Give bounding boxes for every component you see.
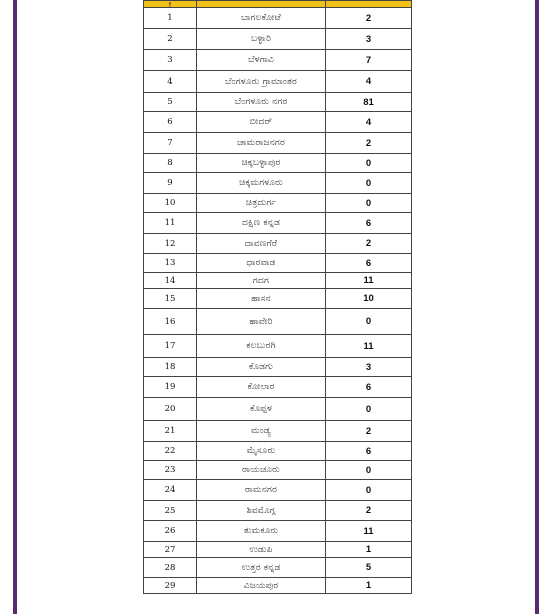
row-serial: 14: [144, 273, 197, 289]
row-district: ಬೆಳಗಾವಿ: [197, 50, 326, 71]
row-count: 3: [326, 358, 412, 377]
table-row: [144, 194, 412, 213]
row-serial: 28: [144, 558, 197, 578]
row-serial: 24: [144, 480, 197, 501]
row-district: ದಾವಣಗೆರೆ: [197, 234, 326, 254]
table-row: [144, 501, 412, 521]
row-serial: 3: [144, 50, 197, 71]
row-district: ರಾಮನಗರ: [197, 480, 326, 501]
row-district: ಬಾಗಲಕೋಟೆ: [197, 8, 326, 29]
row-count: 0: [326, 309, 412, 335]
row-serial: 7: [144, 133, 197, 154]
row-district: ಉತ್ತರ ಕನ್ನಡ: [197, 558, 326, 578]
row-serial: 22: [144, 442, 197, 461]
table-row: [144, 442, 412, 461]
row-district: ದಕ್ಷಿಣ ಕನ್ನಡ: [197, 213, 326, 234]
row-serial: 8: [144, 154, 197, 173]
row-count: 6: [326, 442, 412, 461]
row-count: 0: [326, 173, 412, 194]
row-district: ತುಮಕೂರು: [197, 521, 326, 542]
row-serial: 11: [144, 213, 197, 234]
row-serial: 27: [144, 542, 197, 558]
table-row: [144, 398, 412, 421]
row-district: ಚಿಕ್ಕಮಗಳೂರು: [197, 173, 326, 194]
table-row: [144, 112, 412, 133]
row-district: ಬಳ್ಳಾರಿ: [197, 29, 326, 50]
row-serial: 29: [144, 578, 197, 594]
row-serial: 26: [144, 521, 197, 542]
row-serial: 17: [144, 335, 197, 358]
table-row: [144, 254, 412, 273]
row-serial: 25: [144, 501, 197, 521]
row-serial: 10: [144, 194, 197, 213]
row-district: ಕಲಬುರಗಿ: [197, 335, 326, 358]
table-row: [144, 273, 412, 289]
table-header-row: [144, 1, 412, 8]
district-table-container: [143, 0, 411, 594]
row-serial: 12: [144, 234, 197, 254]
header-count: [326, 1, 412, 8]
row-count: 0: [326, 194, 412, 213]
row-count: 6: [326, 213, 412, 234]
table-row: [144, 154, 412, 173]
row-district: ವಿಜಯಪುರ: [197, 578, 326, 594]
table-row: [144, 542, 412, 558]
row-serial: 13: [144, 254, 197, 273]
row-count: 81: [326, 93, 412, 112]
table-row: [144, 358, 412, 377]
row-district: ಮಂಡ್ಯ: [197, 421, 326, 442]
table-row: [144, 578, 412, 594]
row-serial: 9: [144, 173, 197, 194]
table-row: [144, 521, 412, 542]
row-serial: 6: [144, 112, 197, 133]
row-count: 0: [326, 398, 412, 421]
row-district: ಉಡುಪಿ: [197, 542, 326, 558]
row-district: ಮೈಸೂರು: [197, 442, 326, 461]
row-district: ಬೆಂಗಳೂರು ನಗರ: [197, 93, 326, 112]
row-serial: 20: [144, 398, 197, 421]
row-district: ಚಾಮರಾಜನಗರ: [197, 133, 326, 154]
row-count: 4: [326, 112, 412, 133]
table-row: [144, 377, 412, 398]
row-count: 2: [326, 8, 412, 29]
row-district: ಕೋಲಾರ: [197, 377, 326, 398]
row-count: 11: [326, 273, 412, 289]
row-count: 1: [326, 542, 412, 558]
table-row: [144, 558, 412, 578]
row-serial: 18: [144, 358, 197, 377]
row-count: 1: [326, 578, 412, 594]
table-row: [144, 335, 412, 358]
row-district: ಬೆಂಗಳೂರು ಗ್ರಾಮಾಂತರ: [197, 71, 326, 93]
row-count: 5: [326, 558, 412, 578]
row-serial: 5: [144, 93, 197, 112]
row-district: ರಾಯಚೂರು: [197, 461, 326, 480]
header-district: [197, 1, 326, 8]
table-row: [144, 234, 412, 254]
row-count: 6: [326, 254, 412, 273]
row-count: 0: [326, 480, 412, 501]
row-serial: 2: [144, 29, 197, 50]
row-serial: 19: [144, 377, 197, 398]
row-count: 7: [326, 50, 412, 71]
row-serial: 4: [144, 71, 197, 93]
row-serial: 1: [144, 8, 197, 29]
row-count: 11: [326, 335, 412, 358]
table-body: [144, 1, 412, 594]
table-row: [144, 133, 412, 154]
row-district: ಹಾಸನ: [197, 289, 326, 309]
row-district: ಚಿಕ್ಕಬಳ್ಳಾಪುರ: [197, 154, 326, 173]
row-count: 2: [326, 133, 412, 154]
row-count: 2: [326, 421, 412, 442]
row-count: 0: [326, 154, 412, 173]
table-row: [144, 461, 412, 480]
row-district: ಕೊಪ್ಪಳ: [197, 398, 326, 421]
row-count: 10: [326, 289, 412, 309]
row-district: ಕೊಡಗು: [197, 358, 326, 377]
row-district: ಚಿತ್ರದುರ್ಗ: [197, 194, 326, 213]
table-row: [144, 289, 412, 309]
row-district: ಬೀದರ್: [197, 112, 326, 133]
row-count: 11: [326, 521, 412, 542]
row-district: ಹಾವೇರಿ: [197, 309, 326, 335]
row-serial: 16: [144, 309, 197, 335]
table-row: [144, 309, 412, 335]
row-district: ಗದಗ: [197, 273, 326, 289]
table-row: [144, 213, 412, 234]
table-row: [144, 8, 412, 29]
row-district: ಧಾರವಾಡ: [197, 254, 326, 273]
row-serial: 23: [144, 461, 197, 480]
row-serial: 15: [144, 289, 197, 309]
row-count: 0: [326, 461, 412, 480]
table-row: [144, 29, 412, 50]
row-district: ಶಿವಮೊಗ್ಗ: [197, 501, 326, 521]
table-row: [144, 71, 412, 93]
table-row: [144, 50, 412, 71]
row-count: 3: [326, 29, 412, 50]
table-row: [144, 480, 412, 501]
row-count: 6: [326, 377, 412, 398]
table-row: [144, 93, 412, 112]
row-count: 2: [326, 501, 412, 521]
table-row: [144, 421, 412, 442]
row-count: 4: [326, 71, 412, 93]
row-serial: 21: [144, 421, 197, 442]
table-row: [144, 173, 412, 194]
row-count: 2: [326, 234, 412, 254]
header-serial: ಕ್ರ: [144, 1, 197, 8]
district-table: [143, 0, 412, 594]
